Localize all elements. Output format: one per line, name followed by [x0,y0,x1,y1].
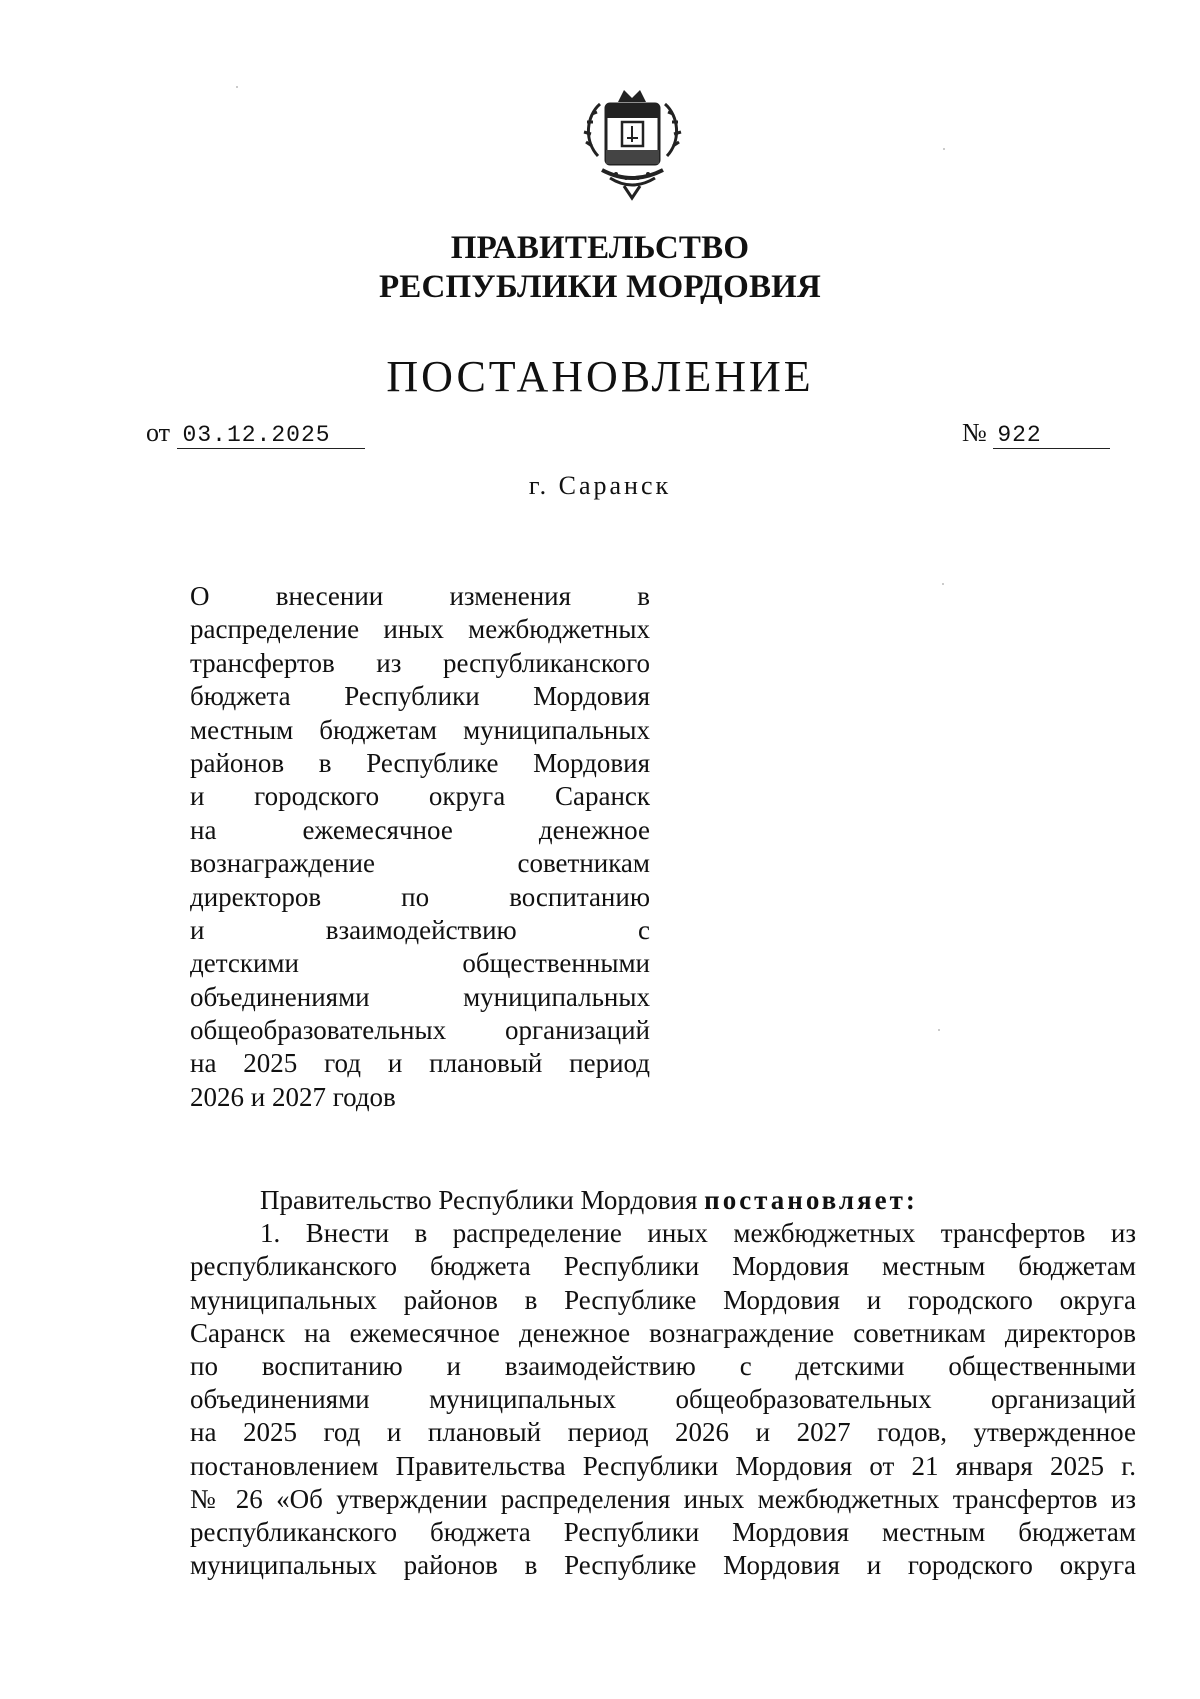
coat-of-arms-emblem [580,86,685,201]
subject-line: 2026 и 2027 годов [190,1081,396,1112]
subject-line: вознаграждение советникам [190,848,650,879]
preamble-text: Правительство Республики Мордовия [260,1185,705,1215]
date-value: 03.12.2025 [177,422,365,449]
body-line: постановлением Правительства Республики Мордовия от 21 января 2025 г. [190,1450,1136,1481]
body-line: № 26 «Об утверждении распределения иных межбюджетных трансфертов из [190,1483,1136,1514]
body-line: по воспитанию и взаимодействию с детскими общественными [190,1350,1136,1381]
subject-line: бюджета Республики Мордовия [190,681,650,712]
document-type-title: ПОСТАНОВЛЕНИЕ [386,352,814,401]
body-line: муниципальных районов в Республике Мордовия и городского округа [190,1550,1136,1581]
body-line: республиканского бюджета Республики Мордовия местным бюджетам [190,1516,1136,1547]
organization-name-line2: РЕСПУБЛИКИ МОРДОВИЯ [378,269,822,305]
subject-line: на ежемесячное денежное [190,814,650,845]
scan-speck [236,86,238,88]
subject-line: распределение иных межбюджетных [190,614,650,645]
body-line: Саранск на ежемесячное денежное вознаграждение советникам директоров [190,1317,1136,1348]
body-line: республиканского бюджета Республики Мордовия местным бюджетам [190,1251,1136,1282]
document-subject [190,580,650,1114]
scan-speck [938,1029,940,1031]
body-line: на 2025 год и плановый период 2026 и 2027 годов, утвержденное [190,1417,1136,1448]
document-body [190,1184,1136,1582]
number-prefix: № [962,418,987,447]
body-line: муниципальных районов в Республике Мордовия и городского округа [190,1284,1136,1315]
subject-line: директоров по воспитанию [190,881,650,912]
subject-line: объединениями муниципальных [190,981,650,1012]
subject-line: детскими общественными [190,948,650,979]
organization-name-line1: ПРАВИТЕЛЬСТВО [450,230,750,266]
preamble-decree-word: постановляет: [704,1185,918,1215]
subject-line: на 2025 год и плановый период [190,1048,650,1079]
document-number [962,418,1110,449]
subject-line: и взаимодействию с [190,914,650,945]
subject-line: общеобразовательных организаций [190,1015,650,1046]
body-line: 1. Внести в распределение иных межбюджетных трансфертов из [260,1218,1136,1249]
document-date [146,418,365,449]
subject-line: районов в Республике Мордовия [190,747,650,778]
number-value: 922 [993,422,1109,449]
subject-line: О внесении изменения в [190,581,650,611]
preamble-line [190,1184,1136,1217]
subject-line: и городского округа Саранск [190,781,650,812]
scan-speck [943,148,945,150]
subject-line: трансфертов из республиканского [190,647,650,678]
date-prefix: от [146,418,171,447]
scan-speck [942,583,944,585]
city-name: г. Саранск [528,471,672,500]
subject-line: местным бюджетам муниципальных [190,714,650,745]
body-line: объединениями муниципальных общеобразовательных организаций [190,1384,1136,1415]
